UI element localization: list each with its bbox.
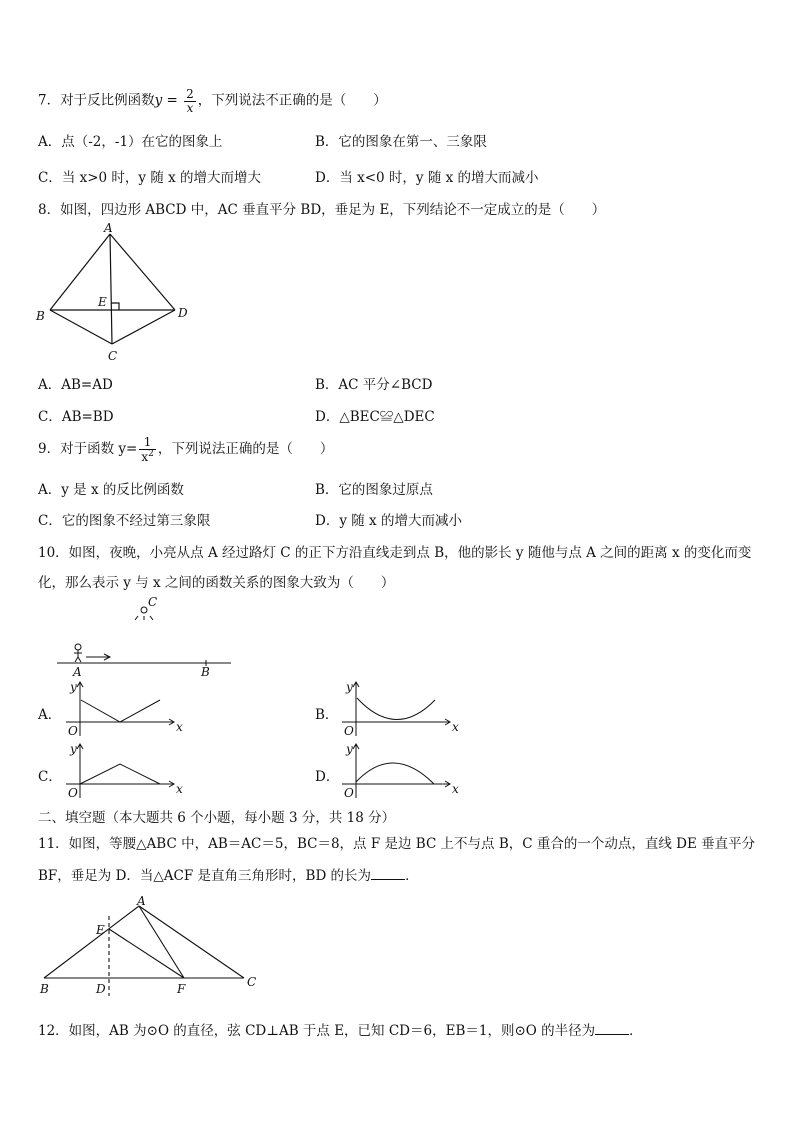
q10-graph-d <box>338 740 463 802</box>
q10-graph-a-origin: O <box>68 724 78 738</box>
q11-stem-line2 <box>38 864 419 884</box>
q10-label-c: C <box>148 595 158 609</box>
q8-label-a: A <box>104 221 113 235</box>
person-icon <box>75 644 81 650</box>
q7-prefix: 7．对于反比例函数 <box>38 92 155 109</box>
q10-stem-line2: 化，那么表示 y 与 x 之间的函数关系的图象大致为（ ） <box>38 575 395 591</box>
q11-label-d: D <box>96 982 106 996</box>
q7-option-d: D．当 x<0 时，y 随 x 的增大而减小 <box>315 170 539 186</box>
q7-frac-den: x <box>186 100 194 115</box>
q8-option-d: D．△BEC≌△DEC <box>315 409 435 425</box>
q9-fraction <box>139 436 156 463</box>
q9-stem <box>38 436 333 463</box>
q10-graph-d-origin: O <box>344 786 354 800</box>
q10-graph-a-x: x <box>176 720 183 734</box>
q7-option-a: A．点（-2，-1）在它的图象上 <box>38 134 223 150</box>
q7-func-y: y <box>154 92 163 109</box>
q10-graph-c <box>62 740 187 802</box>
q10-label-b: B <box>201 665 210 679</box>
q9-frac-den <box>139 450 156 464</box>
q8-option-a: A．AB=AD <box>38 377 113 393</box>
q9-frac-den-base: x <box>141 449 149 464</box>
q11-line2-end: ． <box>405 868 419 884</box>
q10-graph-b-x: x <box>452 720 459 734</box>
q10-option-d-label: D． <box>315 769 340 785</box>
q8-label-e: E <box>98 295 107 309</box>
q11-triangle-figure <box>36 894 266 1000</box>
q8-option-c: C．AB=BD <box>38 409 114 425</box>
q12-answer-blank <box>595 1024 629 1035</box>
street-lamp-icon <box>141 607 147 613</box>
q7-func-eq: = <box>162 92 183 109</box>
q9-option-b: B．它的图象过原点 <box>315 482 433 498</box>
q8-label-b: B <box>36 309 45 323</box>
q10-graph-d-x: x <box>452 782 459 796</box>
q9-option-a: A．y 是 x 的反比例函数 <box>38 482 184 498</box>
q7-frac-num: 2 <box>186 87 194 101</box>
q8-label-d: D <box>178 306 188 320</box>
q10-street-scene <box>55 594 237 680</box>
q10-graph-c-origin: O <box>68 786 78 800</box>
q10-label-a: A <box>73 665 82 679</box>
q10-graph-c-y: y <box>70 742 77 756</box>
q10-graph-b <box>338 678 463 740</box>
q11-stem-line1: 11．如图，等腰△ABC 中，AB＝AC＝5，BC＝8，点 F 是边 BC 上不与点 B，C 重合的一个动点，直线 DE 垂直平分 <box>38 836 756 852</box>
q10-option-a-label: A． <box>38 707 62 723</box>
q8-option-b: B．AC 平分∠BCD <box>315 377 433 393</box>
q9-frac-den-exp: 2 <box>148 448 154 459</box>
q8-stem: 8．如图，四边形 ABCD 中，AC 垂直平分 BD，垂足为 E，下列结论不一定成立的是（ ） <box>38 202 606 218</box>
q10-option-b-label: B． <box>315 707 339 723</box>
q10-graph-c-x: x <box>176 782 183 796</box>
q12-end: ． <box>629 1023 643 1039</box>
q10-graph-a <box>62 678 187 740</box>
q7-fraction <box>184 88 196 114</box>
q9-option-d: D．y 随 x 的增大而减小 <box>315 513 462 529</box>
q11-label-b: B <box>40 982 49 996</box>
q9-prefix: 9．对于函数 y= <box>38 441 138 458</box>
section-2-heading: 二、填空题（本大题共 6 个小题，每小题 3 分，共 18 分） <box>38 810 396 826</box>
q9-option-c: C．它的图象不经过第三象限 <box>38 513 211 529</box>
q7-option-c: C．当 x>0 时，y 随 x 的增大而增大 <box>38 170 262 186</box>
q10-graph-a-y: y <box>70 680 77 694</box>
q12-stem <box>38 1019 643 1039</box>
q10-graph-b-origin: O <box>344 724 354 738</box>
q11-label-c: C <box>247 975 257 989</box>
q7-option-b: B．它的图象在第一、三象限 <box>315 134 487 150</box>
q10-stem-line1: 10．如图，夜晚，小亮从点 A 经过路灯 C 的正下方沿直线走到点 B，他的影长 y 随他与点 A 之间的距离 x 的变化而变 <box>38 545 752 561</box>
q7-suffix: ，下列说法不正确的是（ ） <box>197 92 387 109</box>
q11-line2-text: BF，垂足为 D．当△ACF 是直角三角形时，BD 的长为 <box>38 868 372 884</box>
q12-text: 12．如图，AB 为⊙O 的直径，弦 CD⊥AB 于点 E，已知 CD＝6，EB＝1，则⊙O 的半径为 <box>38 1023 596 1039</box>
q11-label-e: E <box>96 923 105 937</box>
q10-option-c-label: C． <box>38 769 62 785</box>
q9-frac-num: 1 <box>139 436 156 450</box>
q8-label-c: C <box>108 349 118 363</box>
q8-quadrilateral-figure <box>30 222 210 364</box>
q9-suffix: ，下列说法正确的是（ ） <box>157 441 334 458</box>
q11-label-f: F <box>177 982 186 996</box>
q7-stem <box>38 88 387 114</box>
q10-graph-b-y: y <box>346 680 353 694</box>
q10-graph-d-y: y <box>346 742 353 756</box>
q11-label-a: A <box>137 894 146 908</box>
q11-answer-blank <box>371 869 405 880</box>
